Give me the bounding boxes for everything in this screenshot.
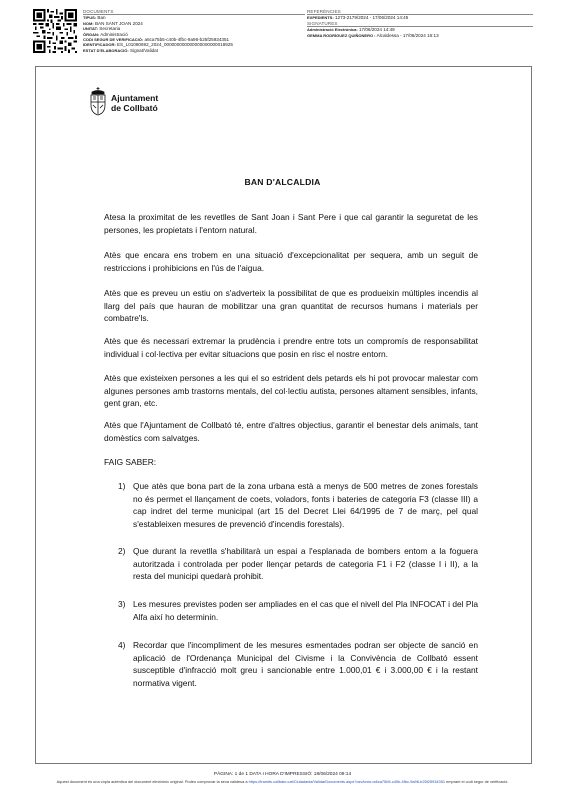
meta-row: IDENTIFICADOR: ES_L01080692_2024_000000000000000000000018925 [83,42,233,48]
verification-link[interactable]: https://tramits.collbato.cat/Ciutadania/ValidarDocuments.aspx?csvArxiu=a6ca75b5-c40b-4fbc-9a96-b25f25934351 [248,779,446,784]
meta-row: UNITAT: Secretaria [83,26,121,32]
item-text: Recordar que l'incompliment de les mesures esmentades podran ser objecte de sanció en aplicació de l'Ordenança Municipal del Civisme i la Convivència de Collbató essent susceptible d'infracció molt greu i sancionable entre 1.000,01 € i 3.000,00 € i la restant normativa vigent. [133,640,478,688]
paragraph: Atès que encara ens trobem en una situació d'excepcionalitat per sequera, amb un seguit de restriccions i prohibicions en l'ús de l'aigua. [104,250,478,273]
qr-code-icon [33,9,77,53]
verification-notice [6,779,559,784]
logo-line-1: Ajuntament [111,93,159,103]
paragraph: Atesa la proximitat de les revetlles de Sant Joan i Sant Pere i que cal garantir la seguretat de les persones, les propietats i l'entorn natural. [104,212,478,235]
meta-row: CODI SEGUR DE VERIFICACIÓ: a6ca75b5-c40b-4fbc-9a96-b25f25934351 [83,37,230,43]
paragraph: Atès que l'Ajuntament de Collbató té, entre d'altres objectius, garantir el benestar dels animals, tant domèstics com salvatges. [104,420,478,443]
references-heading: REFERÈNCIES [307,9,533,15]
municipal-logo [89,86,209,120]
item-text: Les mesures previstes poden ser ampliades en el cas que el nivell del Pla INFOCAT i del Pla Alfa així ho determinin. [133,599,478,622]
document-metadata [83,9,305,53]
signature-row: Administració Electrònica: 17/06/2024 14:49 [307,27,395,33]
logo-line-2: de Collbató [111,103,158,113]
expedients-row: EXPEDIENTS: 1273-2179/2024 - 17/06/2024 14:45 [307,15,409,21]
meta-row: TIPUS: Ban [83,15,106,21]
item-text: Que durant la revetlla s'habilitarà un espai a l'esplanada de bombers entom a la foguera autoritzada i controlada per poder llençar petards de categoria F1 i F2 (classe I i II), a la resta del municipi quedarà prohibit. [133,546,478,581]
documents-heading: DOCUMENTS [83,9,305,15]
page-info: PÀGINA: 1 de 1 DATA I HORA D'IMPRESSIÓ: 18/06/2024 09:14 [213,772,352,777]
item-number: 2) [118,546,126,556]
notice-text-end: emprant el codi segur de verificació. [445,779,509,784]
signatures-heading: SIGNATURES [307,21,533,27]
paragraph: Atès que és necessari extremar la prudència i prendre entre tots un compromís de responsabilitat individual i col·lectiva per evitar situacions que posin en risc el nostre entorn. [104,336,478,359]
signature-row: GEMMA RODRÍGUEZ QUIÑONERO : Alcaldessa - 17/06/2024 16:13 [307,32,439,38]
notice-text-start: Aquest document és una còpia autèntica del document electrònic original. Podeu comprovar la seva validesa a [56,779,249,784]
item-number: 1) [118,481,126,491]
logo-text [111,93,158,113]
faig-saber-heading: FAIG SABER: [104,457,157,467]
document-references [307,9,533,38]
document-header [33,9,533,57]
paragraph: Atès que existeixen persones a les qui el so estrident dels petards els hi pot provocar malestar com algunes persones amb trastorns mentals, del col·lectiu autista, persones altament sensibles, infants, gent gran, etc. [104,373,478,408]
meta-row: ÒRGAN: Administració [83,31,128,37]
paragraph: Atès que es preveu un estiu on s'adverteix la possibilitat de que es produeixin múltiples incendis al llarg del país que hauran de mobilitzar una gran quantitat de recursos humans i materials per combatre'ls. [104,288,478,323]
item-text: Que atès que bona part de la zona urbana està a menys de 500 metres de zones forestals no és permet el llançament de coets, voladors, fonts i bateries de categoria F3 (classe III) a cap indret del terme municipal (art 15 del Decret Llei 64/1995 de 7 de març, pel qual s'estableixen mesures de prevenció d'incendis forestals). [133,481,478,529]
item-number: 3) [118,599,126,609]
coat-of-arms-icon [89,86,107,116]
meta-row: NOM: BAN SANT JOAN 2024 [83,20,143,26]
meta-row: ESTAT D'ELABORACIÓ: Signat/Validat [83,47,158,53]
document-title: BAN D'ALCALDIA [244,177,321,187]
item-number: 4) [118,640,126,650]
